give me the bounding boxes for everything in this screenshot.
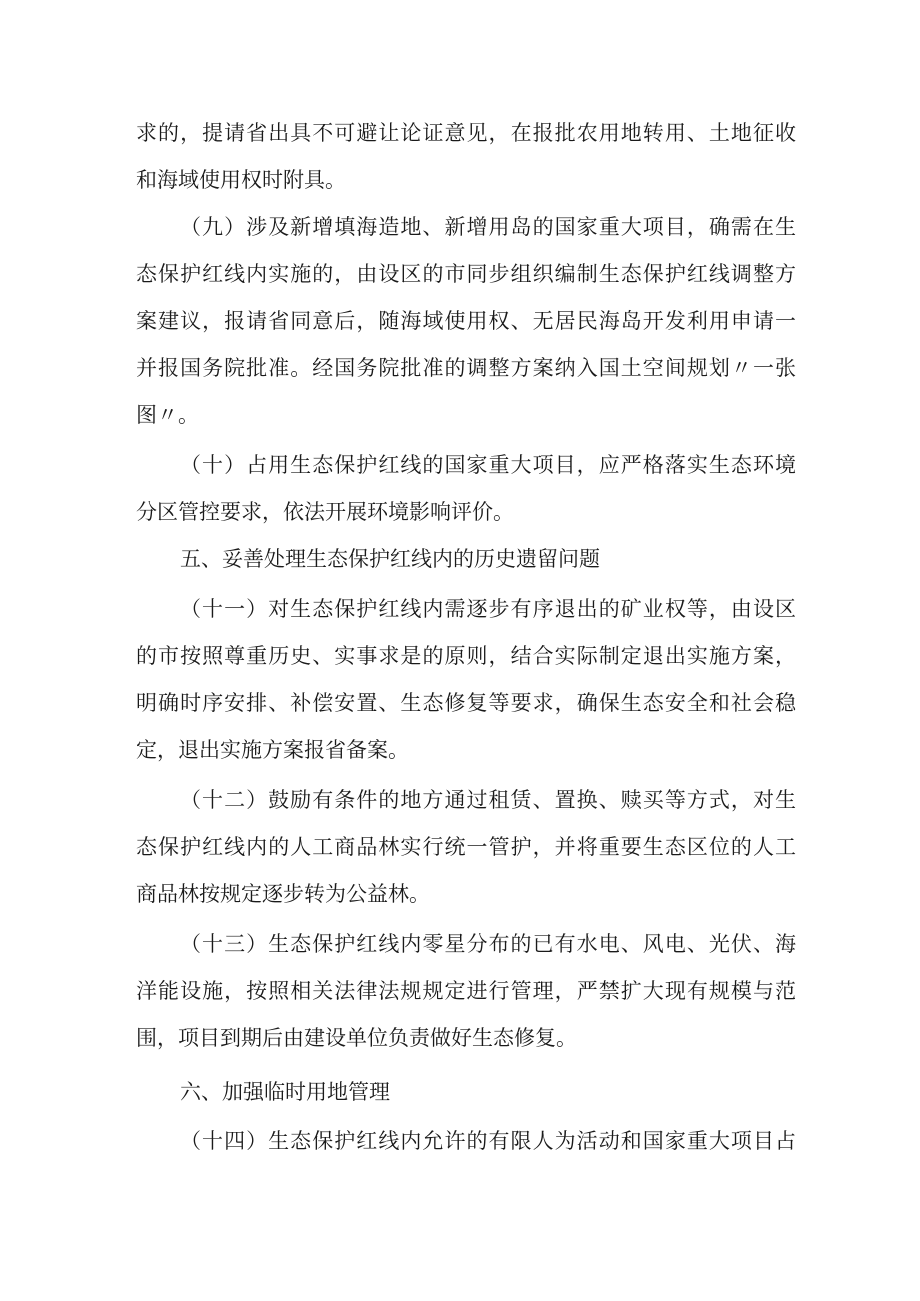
- paragraph-first-line: （九）涉及新增填海造地、新增用岛的国家重大项目，确需在生: [180, 215, 796, 239]
- text-line: 明确时序安排、补偿安置、生态修复等要求，确保生态安全和社会稳: [136, 691, 796, 715]
- text-line: 分区管控要求，依法开展环境影响评价。: [136, 500, 514, 524]
- text-line: 态保护红线内的人工商品林实行统一管护，并将重要生态区位的人工: [136, 835, 796, 859]
- text-line: 并报国务院批准。经国务院批准的调整方案纳入国土空间规划〃一张: [136, 356, 796, 380]
- text-line: 的市按照尊重历史、实事求是的原则，结合实际制定退出实施方案，: [136, 644, 796, 668]
- paragraph-first-line: （十一）对生态保护红线内需逐步有序退出的矿业权等，由设区: [180, 597, 796, 621]
- text-line: 定，退出实施方案报省备案。: [136, 738, 409, 762]
- text-line: 案建议，报请省同意后，随海域使用权、无居民海岛开发利用申请一: [136, 309, 796, 333]
- text-line: 洋能设施，按照相关法律法规规定进行管理，严禁扩大现有规模与范: [136, 979, 796, 1003]
- paragraph-first-line: （十三）生态保护红线内零星分布的已有水电、风电、光伏、海: [180, 932, 796, 956]
- text-line: 围，项目到期后由建设单位负责做好生态修复。: [136, 1026, 577, 1050]
- section-heading: 六、加强临时用地管理: [180, 1080, 390, 1104]
- text-line: 和海域使用权时附具。: [136, 168, 346, 192]
- paragraph-first-line: （十四）生态保护红线内允许的有限人为活动和国家重大项目占: [180, 1129, 796, 1153]
- section-heading: 五、妥善处理生态保护红线内的历史遗留问题: [180, 547, 600, 571]
- paragraph-first-line: （十二）鼓励有条件的地方通过租赁、置换、赎买等方式，对生: [180, 788, 796, 812]
- paragraph-first-line: （十）占用生态保护红线的国家重大项目，应严格落实生态环境: [180, 453, 796, 477]
- text-line: 图〃。: [136, 403, 199, 427]
- text-line: 态保护红线内实施的，由设区的市同步组织编制生态保护红线调整方: [136, 262, 796, 286]
- text-line: 求的，提请省出具不可避让论证意见，在报批农用地转用、土地征收: [136, 121, 796, 145]
- text-line: 商品林按规定逐步转为公益林。: [136, 882, 430, 906]
